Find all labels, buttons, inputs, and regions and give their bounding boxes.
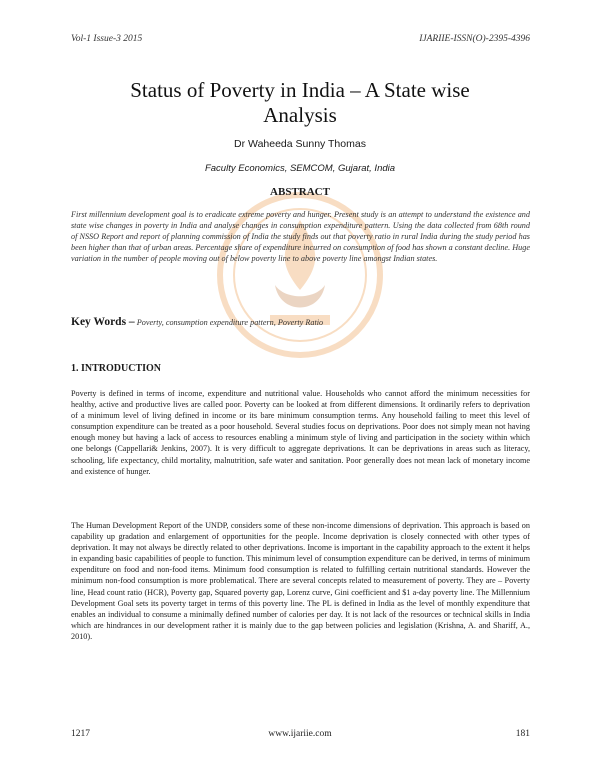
title-line-1: Status of Poverty in India – A State wise <box>130 78 470 102</box>
abstract-heading: ABSTRACT <box>270 186 330 198</box>
keywords-text: Poverty, consumption expenditure pattern, Poverty Ratio <box>136 318 324 327</box>
intro-paragraph-2: The Human Development Report of the UNDP, considers some of these non-income dimensions of deprivation. This approach is based on capability up gradation and enlargement of opportunities for the people. Income deprivation is closely connected with other types of deprivation. It may not always be directly related to other deprivations. Income is important in the capability approach to the extent it helps in expanding basic capabilities of people to function. This minimum level of consumption expenditure can be derived, in terms of minimum expenditure on food and non-food items. Minimum food consumption is related to fulfilling certain nutritional standards. However the minimum non-food consumption is more problematical. There are several concepts related to measurement of poverty. They are – Poverty line, Head count ratio (HCR), Poverty gap, Squared poverty gap, Lorenz curve, Gini coefficient and $1 a-day poverty line. The Millennium Development Goal sets its poverty target in terms of this poverty line. The PL is defined in India as the level of monthly expenditure that enables an individual to consume a minimally defined number of calories per day. It is not lack of the resources or technical skills in India which are hindrances in our development rather it is mainly due to the gap between policies and legislation (Krishna, A. and Shariff, A., 2010). <box>71 521 530 641</box>
footer-page-number-left: 1217 <box>71 729 90 739</box>
author-name: Dr Waheeda Sunny Thomas <box>234 138 366 150</box>
footer-website: www.ijariie.com <box>268 729 332 739</box>
title-line-2: Analysis <box>263 103 337 127</box>
section-heading-introduction: 1. INTRODUCTION <box>71 363 162 374</box>
footer-page-number-right: 181 <box>515 729 530 739</box>
keywords-label: Key Words – <box>71 316 135 328</box>
abstract-text: First millennium development goal is to eradicate extreme poverty and hunger. Present study is an attempt to understand the existence and state wise changes in poverty in India and analyse changes in consumption expenditure pattern. Using the data collected from 68th round of NSSO Report and report of planning commission of India the study finds out that poverty ratio in rural India during the study period has been higher than that of urban areas. Percentage share of expenditure incurred on consumption of food has shown a constant decline. Huge variation in the number of people moving out of below poverty line to above poverty line amongst Indian states. <box>71 210 530 264</box>
running-header-volume: Vol-1 Issue-3 2015 <box>71 34 143 44</box>
keywords <box>71 317 530 328</box>
running-header-issn: IJARIIE-ISSN(O)-2395-4396 <box>419 34 530 44</box>
author-affiliation: Faculty Economics, SEMCOM, Gujarat, India <box>204 163 396 174</box>
intro-paragraph-1: Poverty is defined in terms of income, expenditure and nutritional value. Households who cannot afford the minimum necessities for healthy, active and productive lives are called poor. Poverty can be looked at from different dimensions. It ordinarily refers to deprivation of a minimum level of living defined in income or its bare minimum consumption terms. Any household failing to meet this level of consumption expenditure can be treated as a poor household. Several studies focus on deprivations. Poor does not simply mean not having enough money but having a lack of access to resources enabling a minimum style of living and participation in the society within which one belongs (Cappellari& Jenkins, 2007). It is very difficult to aggregate deprivations. It can be deprivations in areas such as literacy, schooling, life expectancy, child mortality, malnutrition, safe water and sanitation. Poor generally does not mean lack of monetary income and existence of hunger. <box>71 389 530 476</box>
paper-title <box>70 78 530 128</box>
